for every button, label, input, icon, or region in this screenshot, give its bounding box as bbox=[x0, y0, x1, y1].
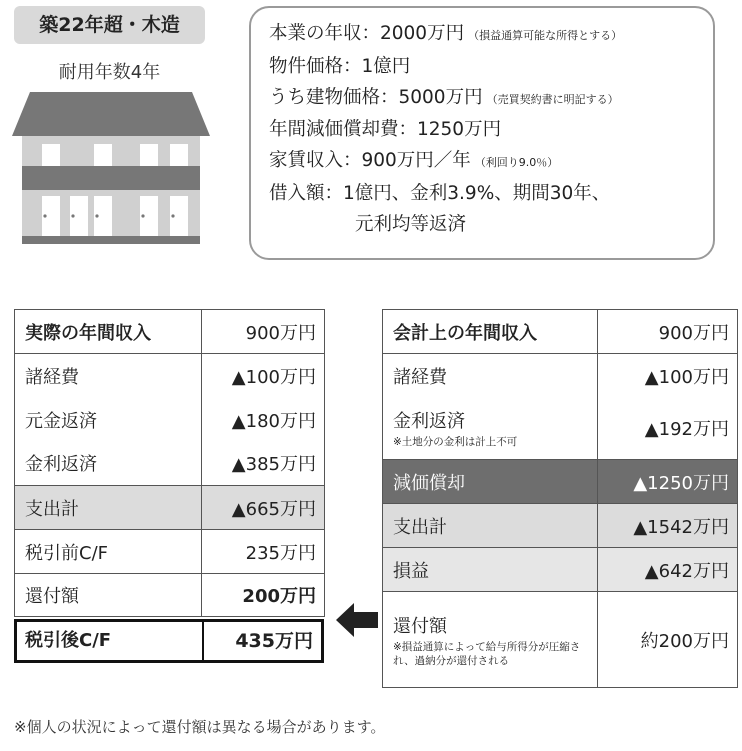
row-value: 235万円 bbox=[202, 530, 325, 574]
row-label: 金利返済 bbox=[15, 442, 202, 486]
row-label: 金利返済 ※土地分の金利は計上不可 bbox=[383, 398, 598, 460]
row-label: 会計上の年間収入 bbox=[383, 310, 598, 354]
info-line-income: 本業の年収：2000万円 （損益通算可能な所得とする） bbox=[269, 23, 623, 44]
row-label: 還付額 bbox=[15, 574, 202, 617]
table-row bbox=[383, 592, 738, 688]
row-value: ▲192万円 bbox=[598, 398, 738, 460]
row-value: 900万円 bbox=[598, 310, 738, 354]
useful-life-label: 耐用年数4年 bbox=[58, 62, 161, 83]
row-value: ▲100万円 bbox=[202, 354, 325, 398]
info-line-loan: 借入額：1億円、金利3.9%、期間30年、 bbox=[269, 182, 611, 204]
row-value: ▲642万円 bbox=[598, 548, 738, 592]
row-label: 実際の年間収入 bbox=[15, 310, 202, 354]
table-row bbox=[383, 398, 738, 460]
row-label: 減価償却 bbox=[383, 460, 598, 504]
apartment-building-icon bbox=[12, 92, 210, 244]
table-row bbox=[383, 354, 738, 398]
row-value: ▲180万円 bbox=[202, 398, 325, 442]
row-value: 約200万円 bbox=[598, 592, 738, 688]
table-row bbox=[383, 548, 738, 592]
row-note: ※土地分の金利は計上不可 bbox=[393, 436, 518, 449]
footnote: ※個人の状況によって還付額は異なる場合があります。 bbox=[14, 718, 386, 736]
table-row bbox=[15, 486, 325, 530]
after-tax-cashflow-row bbox=[14, 619, 324, 663]
info-line-building-price: うち建物価格：5000万円 （売買契約書に明記する） bbox=[269, 86, 619, 108]
table-row bbox=[15, 310, 325, 354]
table-row bbox=[383, 460, 738, 504]
row-label: 支出計 bbox=[383, 504, 598, 548]
row-label: 元金返済 bbox=[15, 398, 202, 442]
info-line-depreciation: 年間減価償却費：1250万円 bbox=[269, 119, 502, 141]
row-value: ▲1250万円 bbox=[598, 460, 738, 504]
row-value: 900万円 bbox=[202, 310, 325, 354]
row-value: ▲665万円 bbox=[202, 486, 325, 530]
after-tax-value: 435万円 bbox=[235, 630, 313, 652]
property-tag: 築22年超・木造 bbox=[14, 6, 205, 44]
info-line-rent: 家賃収入：900万円／年 （利回り9.0％） bbox=[269, 150, 559, 172]
actual-cashflow-table bbox=[14, 309, 325, 617]
row-label: 諸経費 bbox=[383, 354, 598, 398]
table-row bbox=[15, 530, 325, 574]
table-row bbox=[15, 442, 325, 486]
row-value: ▲1542万円 bbox=[598, 504, 738, 548]
table-row bbox=[15, 354, 325, 398]
row-label: 損益 bbox=[383, 548, 598, 592]
row-label: 諸経費 bbox=[15, 354, 202, 398]
row-label: 税引前C/F bbox=[15, 530, 202, 574]
row-value: ▲100万円 bbox=[598, 354, 738, 398]
row-value: 200万円 bbox=[202, 574, 325, 617]
info-line-price: 物件価格：1億円 bbox=[269, 55, 411, 77]
table-row bbox=[383, 310, 738, 354]
investment-conditions-box bbox=[249, 6, 715, 260]
table-row bbox=[15, 574, 325, 617]
info-line-repayment: 元利均等返済 bbox=[355, 213, 467, 235]
table-row bbox=[15, 398, 325, 442]
left-arrow-icon bbox=[336, 603, 378, 637]
row-value: ▲385万円 bbox=[202, 442, 325, 486]
accounting-income-table bbox=[382, 309, 738, 688]
row-note: ※損益通算によって給与所得分が圧縮され、過納分が還付される bbox=[393, 640, 581, 667]
row-label: 還付額 ※損益通算によって給与所得分が圧縮され、過納分が還付される bbox=[383, 592, 598, 688]
row-label: 支出計 bbox=[15, 486, 202, 530]
after-tax-label: 税引後C/F bbox=[17, 622, 204, 660]
table-row bbox=[383, 504, 738, 548]
